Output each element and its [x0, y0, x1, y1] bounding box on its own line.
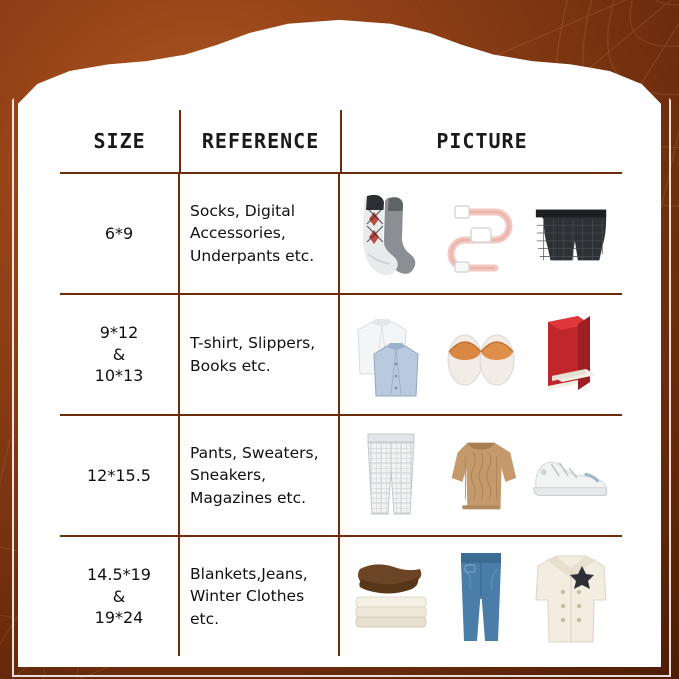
- size-chart-table: [60, 110, 622, 650]
- table-row: [60, 174, 622, 295]
- picture-cell: [340, 174, 622, 293]
- reference-value: Socks, Digital Accessories, Underpants etc.: [190, 201, 315, 265]
- table-row: [60, 537, 622, 656]
- picture-cell: [340, 295, 622, 414]
- size-cell: [60, 537, 180, 656]
- picture-cell: [340, 416, 622, 535]
- picture-cell: [340, 537, 622, 656]
- knit-sweater-image: [440, 428, 522, 524]
- folded-blankets-image: [350, 549, 432, 645]
- size-value: 14.5*19 & 19*24: [87, 565, 151, 628]
- header-reference: REFERENCE: [181, 110, 342, 172]
- jeans-image: [440, 549, 522, 645]
- plaid-shorts-image: [350, 428, 432, 524]
- reference-value: Pants, Sweaters, Sneakers, Magazines etc.: [190, 443, 319, 507]
- boxer-shorts-image: [530, 186, 612, 282]
- size-cell: [60, 295, 180, 414]
- reference-cell: [180, 416, 340, 535]
- reference-cell: [180, 174, 340, 293]
- size-value: 9*12 & 10*13: [94, 323, 144, 386]
- reference-value: Blankets,Jeans, Winter Clothes etc.: [190, 564, 308, 628]
- reference-value: T-shirt, Slippers, Books etc.: [190, 334, 316, 375]
- header-picture: PICTURE: [436, 129, 528, 153]
- size-cell: [60, 174, 180, 293]
- table-header-row: [60, 110, 622, 174]
- usb-cable-image: [440, 186, 522, 282]
- socks-image: [350, 186, 432, 282]
- size-value: 6*9: [104, 223, 134, 243]
- size-value: 12*15.5: [87, 465, 151, 485]
- folded-shirts-image: [350, 307, 432, 403]
- slippers-image: [440, 307, 522, 403]
- table-row: [60, 416, 622, 537]
- books-image: [530, 307, 612, 403]
- winter-coat-image: [530, 549, 612, 645]
- sneaker-image: [530, 428, 612, 524]
- header-size: SIZE: [60, 110, 181, 172]
- reference-cell: [180, 295, 340, 414]
- size-cell: [60, 416, 180, 535]
- reference-cell: [180, 537, 340, 656]
- table-row: [60, 295, 622, 416]
